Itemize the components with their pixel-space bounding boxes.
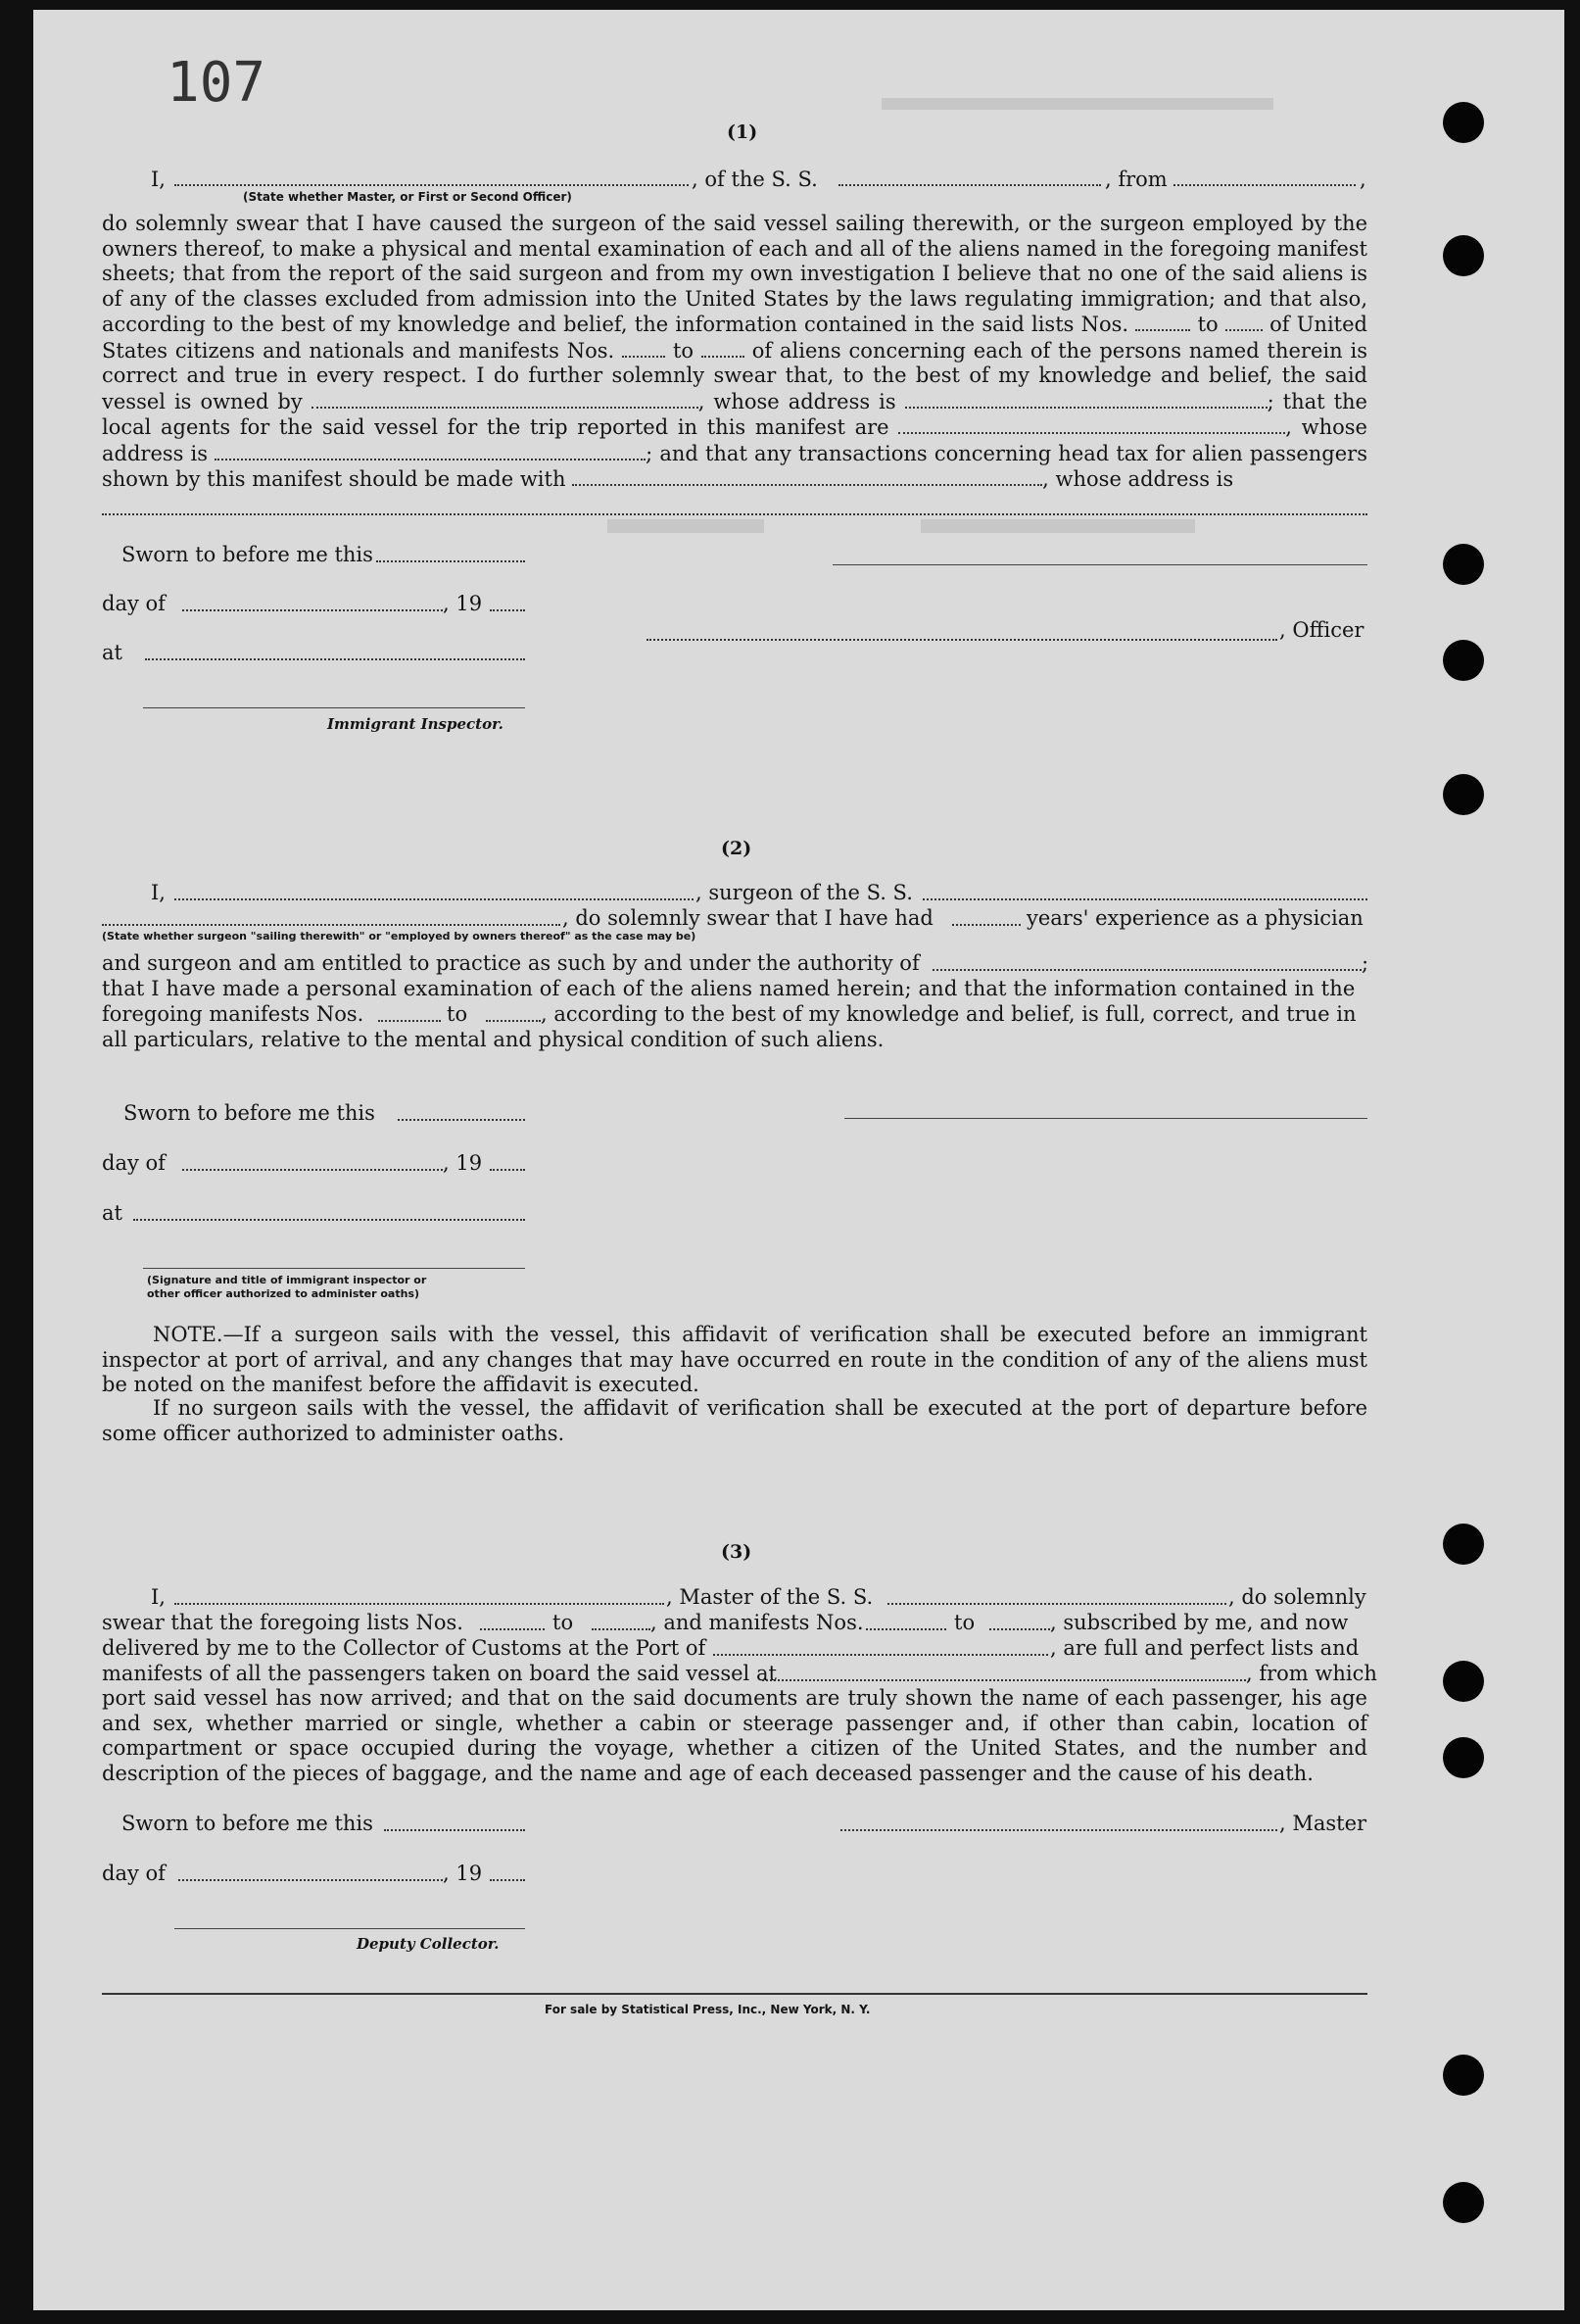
s3-master-name-field[interactable] bbox=[174, 1603, 664, 1605]
s3-body-text: port said vessel has now arrived; and that on the said documents are truly shown the name of each passenger, his age and sex, whether married or single, whether a cabin or steerage passenger and, if other than cabin, location of compartment or space occupied during the voyage, whether a citizen of the United States, and the number and description of the pieces of baggage, and the name and age of each deceased passenger and the cause of his death. bbox=[102, 1686, 1367, 1785]
s2-surgeon-signature-line[interactable] bbox=[844, 1118, 1367, 1119]
s1-head-tax-field[interactable] bbox=[572, 466, 1042, 486]
s1-body3: that the local agents for the said vessel for the trip reported in this manifest are bbox=[102, 389, 1367, 439]
s2-at-field[interactable] bbox=[133, 1219, 525, 1221]
s3-embark-port-field[interactable] bbox=[762, 1679, 1246, 1681]
s3-master-signature-field[interactable] bbox=[840, 1829, 1277, 1831]
s1-immigrant-inspector-label: Immigrant Inspector. bbox=[327, 715, 503, 733]
section-3-heading: (3) bbox=[721, 1541, 752, 1563]
scan-border-right bbox=[1564, 0, 1580, 2324]
s2-do-solemnly-label: , do solemnly swear that I have had bbox=[562, 906, 934, 930]
s2-body-a: and surgeon and am entitled to practice as such by and under the authority of bbox=[102, 951, 920, 975]
s2-years-field[interactable] bbox=[952, 924, 1021, 926]
punch-hole bbox=[1443, 102, 1484, 143]
s2-signature-note-1: (Signature and title of immigrant inspector or bbox=[147, 1274, 427, 1286]
s2-at-label: at bbox=[102, 1201, 122, 1225]
s1-from-label: , from bbox=[1105, 168, 1168, 191]
s1-body-text: do solemnly swear that I have caused the surgeon of the said vessel sailing therewith, or the surgeon employed by the owners thereof, to make a physical and mental examination of each and all of the aliens named in the foregoing manifest sheets; that from the report of the said surgeon and from my own investigation I believe that no one of the said aliens is of any of the classes excluded from admission into the United States by the laws regulating immigration; and that also, according to the best of my knowledge and belief, the information contained in the said lists Nos. bbox=[102, 212, 1367, 336]
s1-manifest-from-field[interactable] bbox=[622, 338, 665, 358]
s3-subscribed-label: , subscribed by me, and now bbox=[1050, 1611, 1349, 1634]
s1-body4: ; and that any transactions concerning head tax for alien passengers shown by this manifest should be made with bbox=[102, 441, 1367, 491]
s3-delivered-label: delivered by me to the Collector of Customs at the Port of bbox=[102, 1636, 706, 1660]
s3-manifest-from-field[interactable] bbox=[866, 1628, 946, 1630]
s1-nineteen-label: , 19 bbox=[443, 592, 483, 615]
s2-inspector-signature-line[interactable] bbox=[143, 1268, 525, 1269]
s2-surgeon-status-field[interactable] bbox=[102, 924, 560, 926]
s3-port-field[interactable] bbox=[713, 1654, 1048, 1656]
s1-sworn-day-field[interactable] bbox=[376, 560, 525, 562]
punch-hole bbox=[1443, 1661, 1484, 1702]
s1-whose-address-label-2: whose address is bbox=[102, 415, 1367, 465]
s1-whose-address-label-3: , whose address is bbox=[1042, 467, 1234, 491]
s3-swear-lists-label: swear that the foregoing lists Nos. bbox=[102, 1611, 463, 1634]
s1-lists-to-field[interactable] bbox=[1225, 312, 1263, 331]
s2-note-paragraph bbox=[102, 1323, 1367, 1398]
s1-owner-field[interactable] bbox=[311, 389, 698, 409]
s1-at-field[interactable] bbox=[145, 658, 525, 660]
scan-border-left bbox=[0, 0, 33, 2324]
section-2-heading: (2) bbox=[721, 838, 752, 859]
s2-surgeon-status-note: (State whether surgeon "sailing therewith" or "employed by owners thereof" as the case may be) bbox=[102, 930, 696, 943]
s3-nineteen-label: , 19 bbox=[443, 1862, 483, 1885]
s1-i-label: I, bbox=[151, 168, 166, 191]
s3-to-label: to bbox=[552, 1611, 574, 1634]
punch-hole bbox=[1443, 2182, 1484, 2223]
s3-sworn-label: Sworn to before me this bbox=[121, 1812, 373, 1835]
s2-day-of-label: day of bbox=[102, 1151, 166, 1175]
punch-hole bbox=[1443, 640, 1484, 681]
s2-note-label: NOTE. bbox=[153, 1323, 223, 1346]
s1-body2-b: of aliens concerning each of the persons named therein is correct and true in every respect. I do further solemnly swear that, to the best of my knowledge and belief, the said vessel is owned by bbox=[102, 338, 1367, 413]
scan-border-bottom bbox=[0, 2310, 1580, 2324]
s1-whose-address-label: , whose address is bbox=[697, 389, 896, 413]
s2-nineteen-label: , 19 bbox=[443, 1151, 483, 1175]
s3-collector-signature-line[interactable] bbox=[174, 1928, 525, 1929]
s1-officer-note: (State whether Master, or First or Second Officer) bbox=[243, 190, 572, 204]
s2-authority-field[interactable] bbox=[933, 969, 1362, 971]
punch-hole bbox=[1443, 2055, 1484, 2096]
s1-to-label: to bbox=[1197, 313, 1219, 336]
s3-manifests-all-label: manifests of all the passengers taken on board the said vessel at bbox=[102, 1662, 777, 1685]
s2-body-b: that I have made a personal examination of each of the aliens named herein; and that the information contained in the bbox=[102, 977, 1356, 1000]
s3-manifest-to-field[interactable] bbox=[989, 1628, 1050, 1630]
s3-and-manifests-label: , and manifests Nos. bbox=[650, 1611, 864, 1634]
punch-hole bbox=[1443, 235, 1484, 276]
punch-hole bbox=[1443, 774, 1484, 815]
s1-day-of-field[interactable] bbox=[182, 609, 443, 611]
s3-body-paragraph bbox=[102, 1686, 1367, 1786]
s3-lists-to-field[interactable] bbox=[592, 1628, 650, 1630]
s3-year-field[interactable] bbox=[490, 1879, 525, 1881]
bleed-through-mark bbox=[607, 519, 764, 533]
s2-year-field[interactable] bbox=[490, 1169, 525, 1171]
s2-i-label: I, bbox=[151, 881, 166, 904]
s1-year-field[interactable] bbox=[490, 609, 525, 611]
s1-body2-a: of United States citizens and nationals and manifests Nos. bbox=[102, 313, 1367, 363]
s2-note-text-2: If no surgeon sails with the vessel, the affidavit of verification shall be executed at the port of departure before some officer authorized to administer oaths. bbox=[102, 1396, 1367, 1445]
punch-hole bbox=[1443, 544, 1484, 585]
s1-day-of-label: day of bbox=[102, 592, 166, 615]
bleed-through-mark bbox=[882, 98, 1273, 110]
s1-lists-from-field[interactable] bbox=[1135, 312, 1190, 331]
s3-sworn-day-field[interactable] bbox=[384, 1829, 525, 1831]
s2-manifest-from-field[interactable] bbox=[378, 1020, 441, 1022]
s2-manifest-to-field[interactable] bbox=[486, 1020, 541, 1022]
s1-body-paragraph: do solemnly swear that I have caused the surgeon of the said vessel sailing therewith, or the surgeon employed by the owners thereof, to make a physical and mental examination of each and all of the aliens named in the foregoing manifest sheets; that from the report of the said surgeon and from my own investigation I believe that no one of the said aliens is of any of the classes excluded from admission into the United States by the laws regulating immigration; and that also, according to the best of my knowledge and belief, the information contained in the said lists Nos. to of United States citizens and nationals and manifests Nos. to of aliens concerning each of the persons named therein is correct and true in every respect. I do further solemnly swear that, to the best of my knowledge and belief, the said vessel is owned by , whose address is ; that the local agents for the said vessel for the trip reported in this manifest are , whose address is ; and that any transactions concerning head tax for alien passengers shown by this manifest should be made with , whose address is bbox=[102, 212, 1367, 491]
s2-note-text: —If a surgeon sails with the vessel, this affidavit of verification shall be executed before an immigrant inspector at port of arrival, and any changes that may have occurred en route in the condition of any of the aliens must be noted on the manifest before the affidavit is executed. bbox=[102, 1323, 1367, 1396]
bleed-through-mark bbox=[921, 519, 1195, 533]
footer-printer-credit: For sale by Statistical Press, Inc., New York, N. Y. bbox=[545, 2003, 871, 2016]
s2-signature-note-2: other officer authorized to administer oaths) bbox=[147, 1287, 420, 1300]
s1-from-field[interactable] bbox=[1173, 184, 1356, 186]
s3-day-of-field[interactable] bbox=[178, 1879, 443, 1881]
s1-inspector-signature-line[interactable] bbox=[143, 707, 525, 708]
s1-agents-address-field[interactable] bbox=[215, 441, 646, 460]
s2-sworn-day-field[interactable] bbox=[398, 1119, 525, 1121]
s2-day-of-field[interactable] bbox=[182, 1169, 443, 1171]
s1-at-label: at bbox=[102, 641, 122, 664]
s3-vessel-field[interactable] bbox=[887, 1603, 1226, 1605]
s1-to-label-2: to bbox=[672, 338, 694, 363]
s2-surgeon-name-field[interactable] bbox=[174, 898, 694, 900]
punch-hole bbox=[1443, 1737, 1484, 1778]
s2-to-label: to bbox=[447, 1002, 468, 1026]
s1-of-ss-label: , of the S. S. bbox=[692, 168, 818, 191]
s1-officer-label: , Officer bbox=[1279, 618, 1365, 642]
s3-day-of-label: day of bbox=[102, 1862, 166, 1885]
s3-i-label: I, bbox=[151, 1585, 166, 1609]
s2-years-label: years' experience as a physician bbox=[1027, 906, 1364, 930]
s1-officer-name-field[interactable] bbox=[174, 184, 689, 186]
s1-manifest-to-field[interactable] bbox=[701, 338, 744, 358]
s3-deputy-collector-label: Deputy Collector. bbox=[357, 1935, 500, 1953]
s2-semicolon: ; bbox=[1362, 951, 1369, 975]
s1-officer-signature-line[interactable] bbox=[833, 564, 1367, 565]
s2-note-paragraph-2 bbox=[102, 1396, 1367, 1446]
s3-master-of-label: , Master of the S. S. bbox=[666, 1585, 874, 1609]
s1-local-agents-field[interactable] bbox=[898, 414, 1285, 434]
s3-lists-from-field[interactable] bbox=[480, 1628, 545, 1630]
s3-do-solemnly-label: , do solemnly bbox=[1228, 1585, 1366, 1609]
s3-full-perfect-label: , are full and perfect lists and bbox=[1050, 1636, 1360, 1660]
s2-body-c: foregoing manifests Nos. bbox=[102, 1002, 364, 1026]
s1-sworn-label: Sworn to before me this bbox=[121, 543, 373, 566]
s2-body-e: all particulars, relative to the mental and physical condition of such aliens. bbox=[102, 1028, 885, 1051]
s1-owner-address-field[interactable] bbox=[905, 389, 1268, 409]
s2-sworn-label: Sworn to before me this bbox=[123, 1101, 375, 1125]
s1-comma: , bbox=[1360, 168, 1366, 191]
s3-master-label: , Master bbox=[1279, 1812, 1367, 1835]
s2-surgeon-of-label: , surgeon of the S. S. bbox=[695, 881, 913, 904]
footer-rule bbox=[102, 1993, 1367, 1995]
s2-body-d: , according to the best of my knowledge and belief, is full, correct, and true in bbox=[541, 1002, 1357, 1026]
s1-officer-name-field-2[interactable] bbox=[646, 639, 1277, 641]
punch-hole bbox=[1443, 1524, 1484, 1565]
s2-vessel-field[interactable] bbox=[923, 898, 1367, 900]
handwritten-number: 107 bbox=[167, 51, 266, 115]
s1-address-continuation-field[interactable] bbox=[102, 513, 1367, 515]
s3-to-label-2: to bbox=[954, 1611, 976, 1634]
s3-from-which-label: , from which bbox=[1246, 1662, 1377, 1685]
s1-vessel-field[interactable] bbox=[838, 184, 1101, 186]
scan-border-top bbox=[0, 0, 1580, 10]
section-1-heading: (1) bbox=[727, 121, 758, 143]
